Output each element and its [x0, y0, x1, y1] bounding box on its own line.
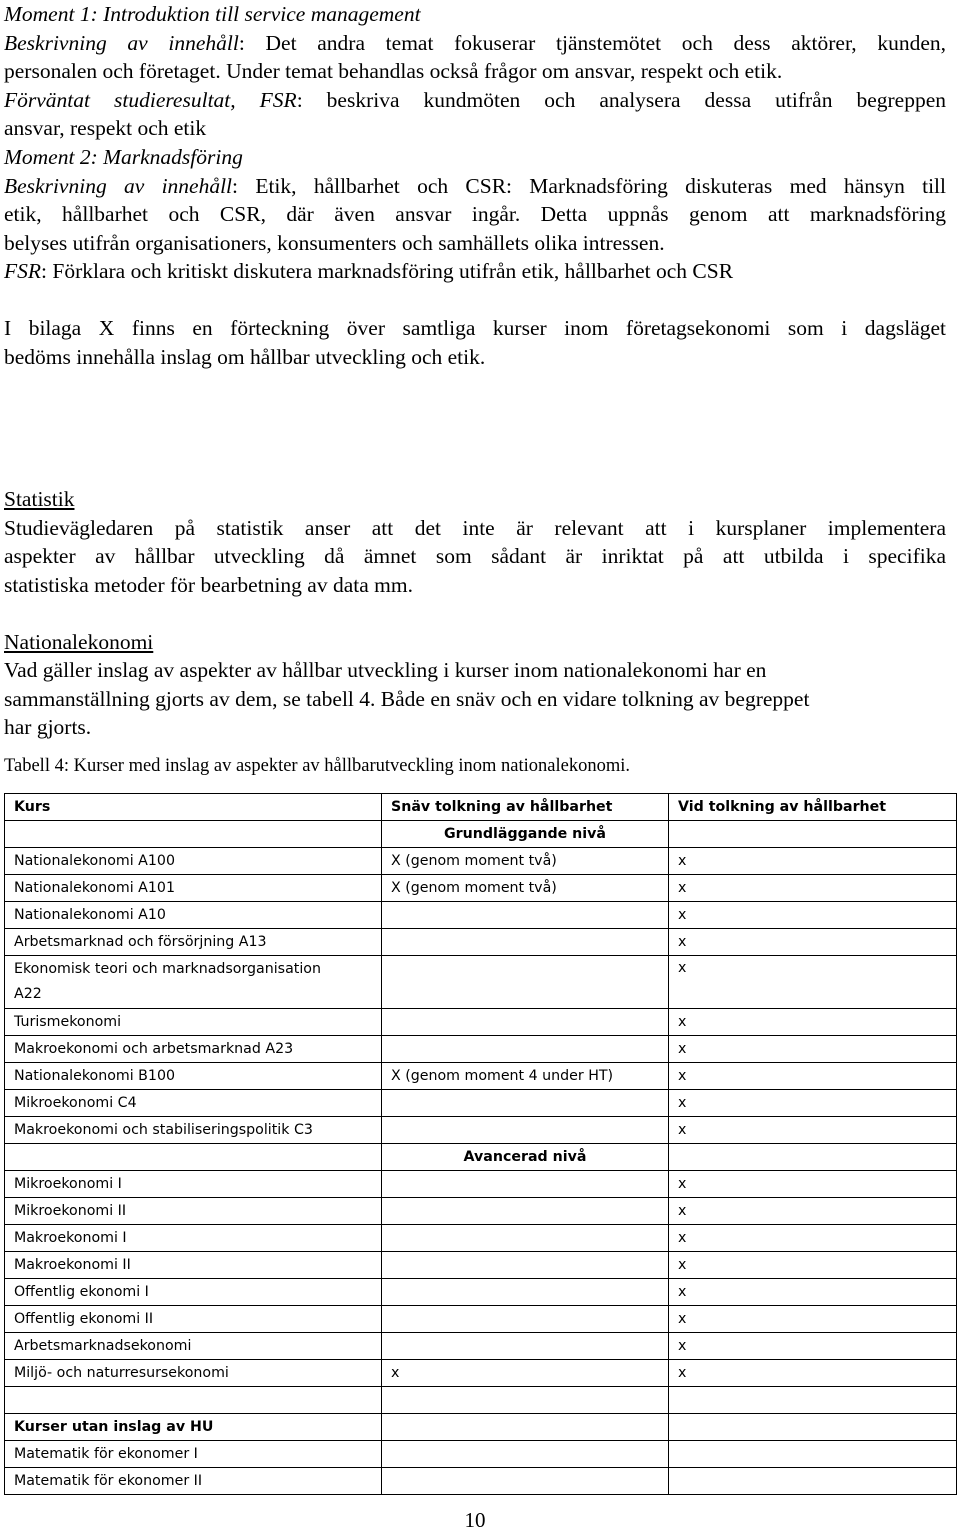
cell-course: Matematik för ekonomer II [5, 1467, 382, 1494]
moment1-desc-text: : Det andra temat fokuserar tjänstemötet och dess aktörer, kunden, [238, 30, 946, 55]
table-row [5, 1117, 957, 1144]
nationalekonomi-line3: har gjorts. [4, 715, 92, 740]
table-row [5, 1252, 957, 1279]
moment1-fsr-label: Förväntat studieresultat, FSR [4, 87, 297, 112]
table-row [5, 1467, 957, 1494]
cell-course: Mikroekonomi C4 [5, 1090, 382, 1117]
cell-course [5, 956, 382, 1009]
document-page [4, 0, 946, 778]
cell-course: Offentlig ekonomi I [5, 1279, 382, 1306]
cell-narrow [382, 1009, 669, 1036]
cell-course: Makroekonomi och arbetsmarknad A23 [5, 1036, 382, 1063]
table-row [5, 848, 957, 875]
table-row [5, 1279, 957, 1306]
page-number: 10 [464, 1508, 486, 1532]
table-row [5, 1009, 957, 1036]
table-header-row [5, 794, 957, 821]
table-row [5, 1090, 957, 1117]
cell-course: Mikroekonomi II [5, 1198, 382, 1225]
cell-narrow [382, 1333, 669, 1360]
cell-narrow: X (genom moment två) [382, 848, 669, 875]
cell-course: Matematik för ekonomer I [5, 1440, 382, 1467]
cell-broad: x [669, 902, 957, 929]
statistik-line3: statistiska metoder för bearbetning av data mm. [4, 572, 413, 597]
cell-narrow [382, 1198, 669, 1225]
table-row [5, 1333, 957, 1360]
table-row [5, 929, 957, 956]
cell-course: Nationalekonomi A100 [5, 848, 382, 875]
table-row [5, 1063, 957, 1090]
cell-narrow [382, 902, 669, 929]
cell-course-line2: A22 [14, 986, 42, 1002]
section-row-basic [5, 821, 957, 848]
table-row [5, 1036, 957, 1063]
cell-broad: x [669, 1198, 957, 1225]
empty-row [5, 1387, 957, 1414]
moment2-desc-line3: belyses utifrån organisationers, konsumenters och samhällets olika intressen. [4, 230, 665, 255]
section-label-basic: Grundläggande nivå [382, 821, 669, 848]
cell-narrow [382, 1090, 669, 1117]
moment1-description [4, 29, 946, 58]
cell-course: Offentlig ekonomi II [5, 1306, 382, 1333]
cell-narrow [382, 1225, 669, 1252]
cell-course: Makroekonomi II [5, 1252, 382, 1279]
cell-broad: x [669, 1333, 957, 1360]
moment1-desc-label: Beskrivning av innehåll [4, 30, 239, 55]
table-caption: Tabell 4: Kurser med inslag av aspekter av hållbarutveckling inom nationalekonomi. [4, 755, 630, 776]
cell-narrow [382, 1279, 669, 1306]
moment1-fsr-line2: ansvar, respekt och etik [4, 116, 207, 141]
table-row [5, 1198, 957, 1225]
cell-broad: x [669, 875, 957, 902]
header-vid: Vid tolkning av hållbarhet [669, 794, 957, 821]
statistik-heading: Statistik [4, 487, 75, 512]
cell-broad: x [669, 1063, 957, 1090]
cell-course: Arbetsmarknad och försörjning A13 [5, 929, 382, 956]
cell-broad: x [669, 1009, 957, 1036]
section-label-advanced: Avancerad nivå [382, 1144, 669, 1171]
cell-broad: x [669, 956, 957, 1009]
cell-course: Nationalekonomi A10 [5, 902, 382, 929]
cell-narrow: x [382, 1360, 669, 1387]
table-row [5, 1171, 957, 1198]
bilaga-line2: bedöms innehålla inslag om hållbar utveckling och etik. [4, 344, 486, 369]
cell-course: Miljö- och naturresursekonomi [5, 1360, 382, 1387]
cell-course: Arbetsmarknadsekonomi [5, 1333, 382, 1360]
statistik-line2: aspekter av hållbar utveckling då ämnet som sådant är inriktat på att utbilda i specifika [4, 544, 946, 569]
cell-narrow: X (genom moment två) [382, 875, 669, 902]
bilaga-line1: I bilaga X finns en förteckning över samtliga kurser inom företagsekonomi som i dagsläget [4, 315, 946, 340]
cell-narrow [382, 1117, 669, 1144]
moment1-desc-line2: personalen och företaget. Under temat behandlas också frågor om ansvar, respekt och etik. [4, 59, 783, 84]
cell-course: Turismekonomi [5, 1009, 382, 1036]
cell-narrow [382, 1252, 669, 1279]
cell-narrow [382, 1036, 669, 1063]
cell-broad: x [669, 1171, 957, 1198]
cell-course: Makroekonomi och stabiliseringspolitik C3 [5, 1117, 382, 1144]
cell-broad: x [669, 1225, 957, 1252]
moment2-desc-text: : Etik, hållbarhet och CSR: Marknadsföring diskuteras med hänsyn till [232, 173, 947, 198]
table-row [5, 1440, 957, 1467]
nationalekonomi-line2: sammanställning gjorts av dem, se tabell 4. Både en snäv och en vidare tolkning av begreppet [4, 686, 810, 711]
cell-broad: x [669, 1360, 957, 1387]
table-row [5, 1360, 957, 1387]
courses-table [4, 793, 957, 1495]
moment2-desc-line2: etik, hållbarhet och CSR, där även ansvar ingår. Detta uppnås genom att marknadsföring [4, 202, 946, 227]
nationalekonomi-line1: Vad gäller inslag av aspekter av hållbar utveckling i kurser inom nationalekonomi har en [4, 658, 767, 683]
cell-narrow [382, 1306, 669, 1333]
cell-broad: x [669, 1252, 957, 1279]
section-label-no-hu: Kurser utan inslag av HU [5, 1413, 382, 1440]
cell-course: Makroekonomi I [5, 1225, 382, 1252]
cell-course: Nationalekonomi A101 [5, 875, 382, 902]
moment2-description [4, 172, 946, 201]
table-row [5, 875, 957, 902]
cell-broad: x [669, 848, 957, 875]
cell-course-line1: Ekonomisk teori och marknadsorganisation [14, 961, 321, 977]
moment1-title: Moment 1: Introduktion till service management [4, 2, 421, 26]
moment2-fsr-label: FSR [4, 259, 42, 284]
cell-broad: x [669, 1117, 957, 1144]
statistik-line1: Studievägledaren på statistik anser att det inte är relevant att i kursplaner implementera [4, 515, 946, 540]
moment2-title: Moment 2: Marknadsföring [4, 144, 243, 169]
cell-narrow [382, 929, 669, 956]
section-row-advanced [5, 1144, 957, 1171]
moment2-fsr [4, 257, 946, 286]
moment2-desc-label: Beskrivning av innehåll [4, 173, 233, 198]
header-snav: Snäv tolkning av hållbarhet [382, 794, 669, 821]
table-row [5, 1306, 957, 1333]
moment2-fsr-text: : Förklara och kritiskt diskutera marknadsföring utifrån etik, hållbarhet och CSR [41, 259, 734, 284]
cell-broad: x [669, 1036, 957, 1063]
table-row [5, 902, 957, 929]
table-row [5, 956, 957, 1009]
cell-narrow [382, 956, 669, 1009]
moment1-fsr [4, 86, 946, 115]
header-kurs: Kurs [5, 794, 382, 821]
section-row-no-hu [5, 1413, 957, 1440]
cell-narrow [382, 1171, 669, 1198]
cell-broad: x [669, 1279, 957, 1306]
cell-broad: x [669, 929, 957, 956]
moment1-fsr-text: : beskriva kundmöten och analysera dessa utifrån begreppen [296, 87, 946, 112]
cell-broad: x [669, 1306, 957, 1333]
cell-broad: x [669, 1090, 957, 1117]
cell-narrow: X (genom moment 4 under HT) [382, 1063, 669, 1090]
nationalekonomi-heading: Nationalekonomi [4, 629, 154, 654]
table-row [5, 1225, 957, 1252]
cell-course: Nationalekonomi B100 [5, 1063, 382, 1090]
cell-course: Mikroekonomi I [5, 1171, 382, 1198]
